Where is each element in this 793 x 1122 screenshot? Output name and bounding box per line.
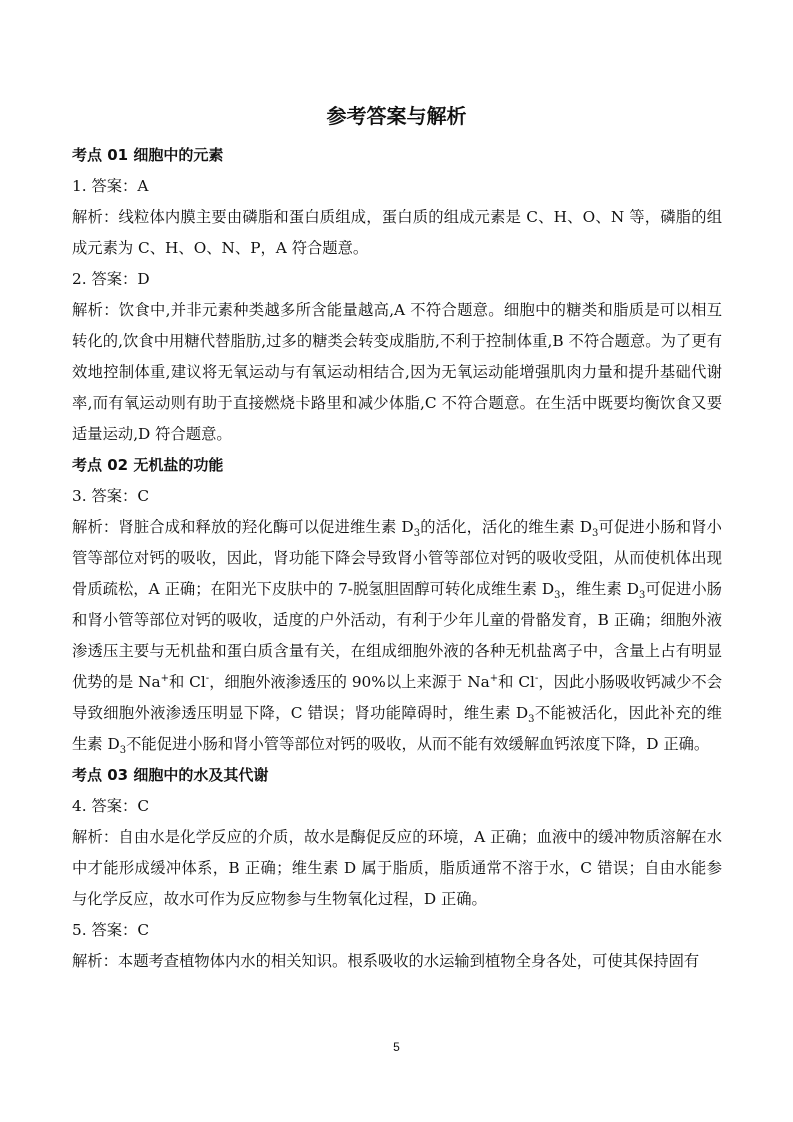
analysis-text: ，因此小肠吸收钙减少不会导致细胞外液渗透压明显下降，C 错误；肾功能障碍时，维生素 D [72, 673, 723, 722]
answer-item [72, 171, 722, 264]
page-number: 5 [393, 1040, 400, 1054]
page-title: 参考答案与解析 [326, 104, 467, 128]
answer-item [72, 264, 722, 450]
subscript: 3 [554, 590, 561, 602]
subscript: 3 [413, 528, 421, 540]
answer-line: 1. 答案：A [72, 177, 149, 195]
answer-item [72, 915, 722, 977]
analysis-text: 不能被活化，因此补充的维生素 D [72, 704, 722, 753]
superscript: - [205, 672, 210, 684]
analysis-paragraph: 解析：自由水是化学反应的介质，故水是酶促反应的环境，A 正确；血液中的缓冲物质溶解在水中才能形成缓冲体系，B 正确；维生素 D 属于脂质，脂质通常不溶于水，C 错误；自由水能参与化学反应，故水可作为反应物参与生物氧化过程，D 正确。 [72, 828, 722, 908]
analysis-paragraph: 解析：饮食中,并非元素种类越多所含能量越高,A 不符合题意。细胞中的糖类和脂质是可以相互转化的,饮食中用糖代替脂肪,过多的糖类会转变成脂肪,不利于控制体重,B 不符合题意。为了更有效地控制体重,建议将无氧运动与有氧运动相结合,因为无氧运动能增强肌肉力量和提升基础代谢率,而有氧运动则有助于直接燃烧卡路里和减少体脂,C 不符合题意。在生活中既要均衡饮食又要适量运动,D 符合题意。 [72, 301, 722, 443]
analysis-text: ，维生素 D [560, 580, 639, 598]
answer-item [72, 791, 722, 915]
subscript: 3 [528, 714, 535, 726]
analysis-paragraph: 解析：本题考查植物体内水的相关知识。根系吸收的水运输到植物全身各处，可使其保持固有 [72, 952, 700, 970]
answer-line: 5. 答案：C [72, 921, 150, 939]
analysis-text: 和 Cl [498, 673, 535, 691]
analysis-text: 可促进小肠和肾小管等部位对钙的吸收，因此，肾功能下降会导致肾小管等部位对钙的吸收受阻，从而使机体出现骨质疏松，A 正确；在阳光下皮肤中的 7-脱氢胆固醇可转化成维生素 D [72, 518, 722, 598]
document-body [72, 140, 722, 977]
answer-line: 3. 答案：C [72, 487, 150, 505]
subscript: 3 [638, 590, 646, 602]
subscript: 3 [119, 745, 127, 757]
analysis-paragraph: 解析：线粒体内膜主要由磷脂和蛋白质组成，蛋白质的组成元素是 C、H、O、N 等，磷脂的组成元素为 C、H、O、N、P，A 符合题意。 [72, 208, 722, 257]
analysis-text: 不能促进小肠和肾小管等部位对钙的吸收，从而不能有效缓解血钙浓度下降，D 正确。 [126, 735, 710, 753]
superscript: + [160, 672, 169, 684]
analysis-text: 解析：肾脏合成和释放的羟化酶可以促进维生素 D [72, 518, 414, 536]
analysis-text: 的活化，活化的维生素 D [420, 518, 592, 536]
section-heading: 考点 02 无机盐的功能 [72, 456, 224, 474]
analysis-text: 可促进小肠和肾小管等部位对钙的吸收，适度的户外活动，有利于少年儿童的骨骼发育，B 正确；细胞外液渗透压主要与无机盐和蛋白质含量有关，在组成细胞外液的各种无机盐离子中，含量上占有明显优势的是 Na [72, 580, 722, 691]
answer-line: 2. 答案：D [72, 270, 150, 288]
analysis-paragraph [72, 512, 722, 760]
answer-line: 4. 答案：C [72, 797, 150, 815]
answer-item [72, 481, 722, 760]
section-heading: 考点 01 细胞中的元素 [72, 146, 224, 164]
section-heading: 考点 03 细胞中的水及其代谢 [72, 766, 269, 784]
subscript: 3 [592, 528, 599, 540]
superscript: + [489, 672, 499, 684]
analysis-text: ，细胞外液渗透压的 90%以上来源于 Na [209, 673, 490, 691]
superscript: - [534, 672, 539, 684]
analysis-text: 和 Cl [169, 673, 206, 691]
